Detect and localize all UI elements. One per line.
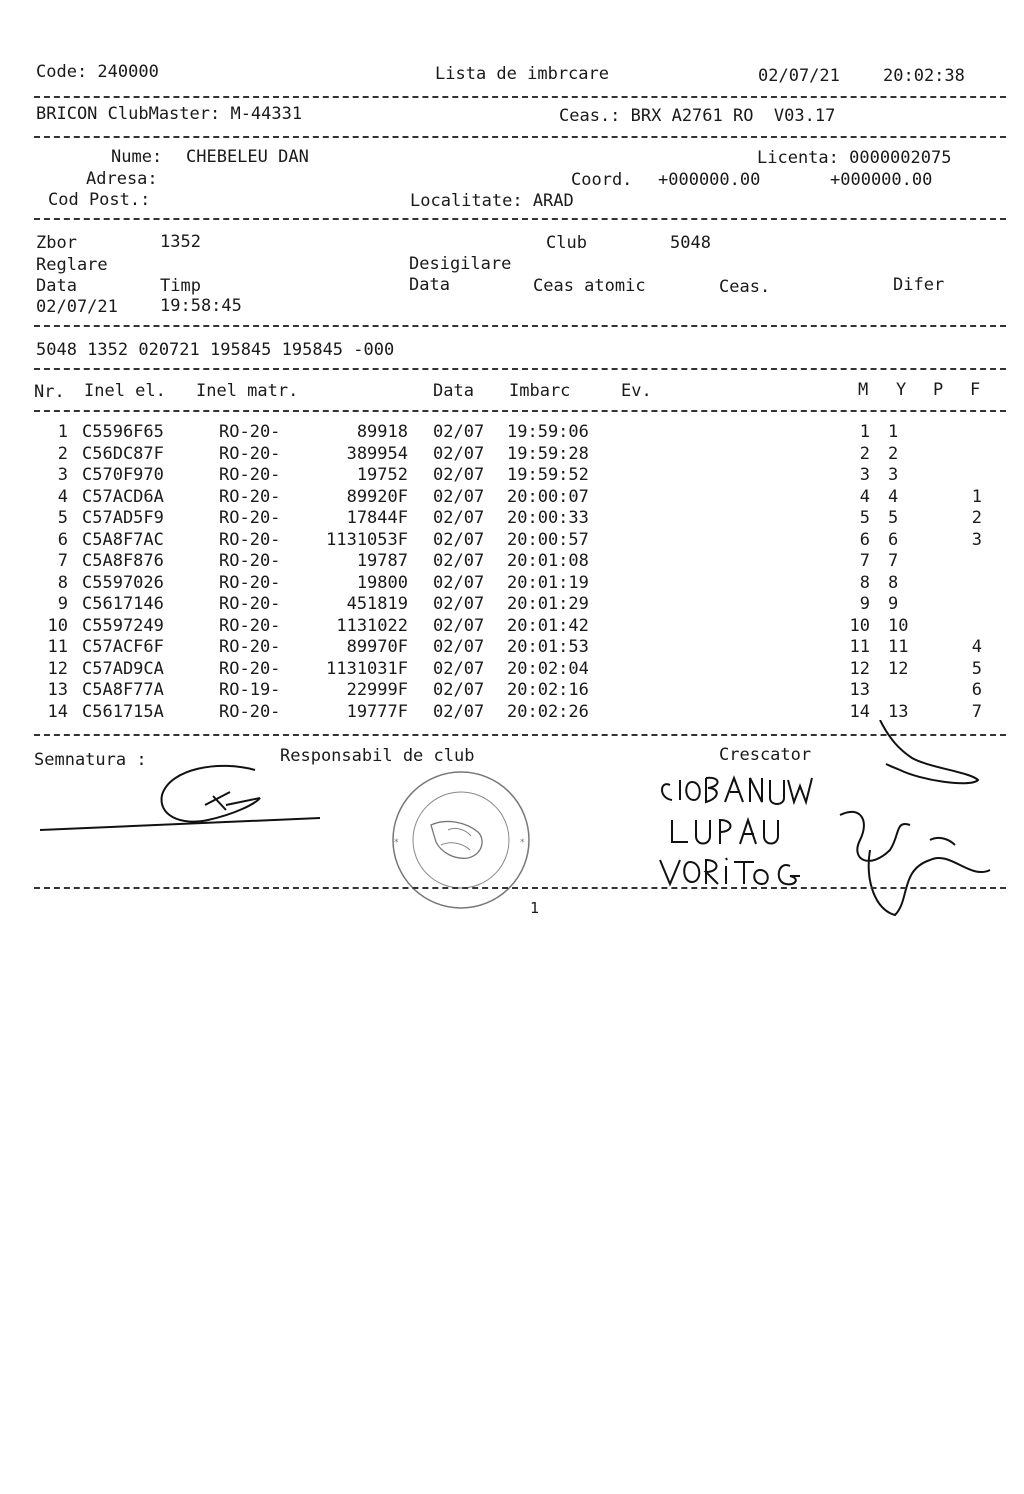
row-y: 5: [888, 508, 899, 528]
row-ring-number: 22999F: [346, 680, 408, 700]
row-date: 02/07: [433, 594, 485, 614]
row-nr: 12: [47, 659, 68, 679]
row-ring-number: 19800: [356, 573, 408, 593]
row-electronic-ring: C57ACF6F: [82, 637, 164, 657]
row-date: 02/07: [433, 637, 485, 657]
row-m: 6: [859, 530, 870, 550]
separator: [34, 218, 1006, 220]
row-ring-number: 19752: [356, 465, 408, 485]
row-y: 9: [888, 594, 899, 614]
row-nr: 10: [47, 616, 68, 636]
document-title: Lista de imbrcare: [435, 64, 609, 84]
col-ev: Ev.: [621, 381, 652, 401]
owner-name: CHEBELEU DAN: [186, 147, 309, 167]
row-ring-prefix: RO-20-: [219, 659, 281, 679]
col-data: Data: [433, 381, 474, 401]
row-date: 02/07: [433, 465, 485, 485]
club-responsible-label: Responsabil de club: [280, 746, 475, 766]
row-f: 4: [971, 637, 982, 657]
table-row: [0, 637, 1024, 658]
table-row: [0, 573, 1024, 594]
club-signature: [30, 760, 330, 840]
setting-date: 02/07/21: [36, 297, 118, 317]
row-boarding-time: 20:00:33: [507, 508, 589, 528]
row-ring-prefix: RO-20-: [219, 444, 281, 464]
row-boarding-time: 20:01:29: [507, 594, 589, 614]
separator: [34, 325, 1006, 327]
row-boarding-time: 20:02:16: [507, 680, 589, 700]
breeder-signatures: [650, 720, 1000, 920]
club-label: Club: [546, 233, 587, 253]
row-boarding-time: 19:59:52: [507, 465, 589, 485]
row-y: 12: [888, 659, 909, 679]
row-nr: 5: [57, 508, 68, 528]
row-boarding-time: 20:00:57: [507, 530, 589, 550]
document-code: Code: 240000: [36, 62, 159, 82]
row-ring-number: 19777F: [346, 702, 408, 722]
row-m: 13: [849, 680, 870, 700]
breeder-label: Crescator: [719, 745, 812, 765]
club-number: 5048: [670, 233, 711, 253]
row-ring-prefix: RO-20-: [219, 637, 281, 657]
col-inel-el: Inel el.: [84, 381, 166, 401]
row-ring-number: 19787: [356, 551, 408, 571]
row-nr: 6: [57, 530, 68, 550]
row-electronic-ring: C57AD5F9: [82, 508, 164, 528]
row-electronic-ring: C5596F65: [82, 422, 164, 442]
row-electronic-ring: C561715A: [82, 702, 164, 722]
table-row: [0, 530, 1024, 551]
separator: [34, 368, 1006, 370]
row-date: 02/07: [433, 680, 485, 700]
table-row: [0, 487, 1024, 508]
row-ring-number: 89920F: [346, 487, 408, 507]
separator: [34, 887, 1006, 889]
row-ring-number: 89970F: [346, 637, 408, 657]
row-y: 2: [888, 444, 899, 464]
row-nr: 13: [47, 680, 68, 700]
row-nr: 14: [47, 702, 68, 722]
row-electronic-ring: C5A8F876: [82, 551, 164, 571]
table-row: [0, 616, 1024, 637]
row-ring-prefix: RO-20-: [219, 616, 281, 636]
row-date: 02/07: [433, 508, 485, 528]
row-ring-prefix: RO-20-: [219, 487, 281, 507]
row-electronic-ring: C5597249: [82, 616, 164, 636]
print-time: 20:02:38: [883, 66, 965, 86]
flight-number: 1352: [160, 232, 201, 252]
row-m: 2: [859, 444, 870, 464]
address-label: Adresa:: [86, 169, 158, 189]
row-y: 1: [888, 422, 899, 442]
table-row: [0, 594, 1024, 615]
row-ring-prefix: RO-20-: [219, 422, 281, 442]
row-y: 4: [888, 487, 899, 507]
row-nr: 1: [57, 422, 68, 442]
desigilare-data-label: Data: [409, 275, 450, 295]
row-f: 2: [971, 508, 982, 528]
row-boarding-time: 20:01:53: [507, 637, 589, 657]
row-m: 11: [849, 637, 870, 657]
row-boarding-time: 20:02:04: [507, 659, 589, 679]
row-m: 14: [849, 702, 870, 722]
row-f: 7: [971, 702, 982, 722]
row-ring-prefix: RO-20-: [219, 530, 281, 550]
row-nr: 8: [57, 573, 68, 593]
col-f: F: [970, 380, 981, 400]
row-date: 02/07: [433, 702, 485, 722]
row-ring-prefix: RO-20-: [219, 573, 281, 593]
row-electronic-ring: C57ACD6A: [82, 487, 164, 507]
row-electronic-ring: C5617146: [82, 594, 164, 614]
table-row: [0, 551, 1024, 572]
table-row: [0, 680, 1024, 701]
row-y: 3: [888, 465, 899, 485]
row-electronic-ring: C570F970: [82, 465, 164, 485]
row-date: 02/07: [433, 616, 485, 636]
row-boarding-time: 19:59:28: [507, 444, 589, 464]
data-label: Data: [36, 276, 77, 296]
row-f: 3: [971, 530, 982, 550]
row-date: 02/07: [433, 487, 485, 507]
col-p: P: [933, 380, 944, 400]
row-ring-number: 451819: [346, 594, 408, 614]
row-y: 7: [888, 551, 899, 571]
row-m: 7: [859, 551, 870, 571]
row-m: 9: [859, 594, 870, 614]
timp-label: Timp: [160, 276, 201, 296]
row-m: 4: [859, 487, 870, 507]
row-boarding-time: 20:01:19: [507, 573, 589, 593]
row-ring-prefix: RO-20-: [219, 702, 281, 722]
row-electronic-ring: C5A8F7AC: [82, 530, 164, 550]
table-row: [0, 444, 1024, 465]
row-ring-prefix: RO-19-: [219, 680, 281, 700]
row-nr: 11: [47, 637, 68, 657]
row-y: 13: [888, 702, 909, 722]
col-m: M: [858, 380, 869, 400]
separator: [34, 410, 1006, 412]
postcode-label: Cod Post.:: [48, 190, 151, 210]
col-nr: Nr.: [34, 382, 65, 402]
row-nr: 7: [57, 551, 68, 571]
row-ring-prefix: RO-20-: [219, 508, 281, 528]
row-date: 02/07: [433, 422, 485, 442]
name-label: Nume:: [111, 147, 163, 167]
row-boarding-time: 19:59:06: [507, 422, 589, 442]
row-date: 02/07: [433, 573, 485, 593]
atomic-clock-label: Ceas atomic: [533, 276, 646, 296]
row-ring-number: 1131022: [336, 616, 408, 636]
row-ring-prefix: RO-20-: [219, 465, 281, 485]
row-ring-number: 89918: [356, 422, 408, 442]
desigilare-label: Desigilare: [409, 254, 512, 274]
row-m: 5: [859, 508, 870, 528]
separator: [34, 96, 1006, 98]
row-y: 6: [888, 530, 899, 550]
row-boarding-time: 20:00:07: [507, 487, 589, 507]
row-f: 1: [971, 487, 982, 507]
locality: Localitate: ARAD: [410, 191, 574, 211]
col-imbarc: Imbarc: [509, 381, 571, 401]
clubmaster-id: BRICON ClubMaster: M-44331: [36, 104, 303, 124]
row-nr: 9: [57, 594, 68, 614]
row-date: 02/07: [433, 530, 485, 550]
row-m: 10: [849, 616, 870, 636]
row-electronic-ring: C56DC87F: [82, 444, 164, 464]
row-m: 1: [859, 422, 870, 442]
code-line: 5048 1352 020721 195845 195845 -000: [36, 340, 395, 360]
row-nr: 4: [57, 487, 68, 507]
row-m: 12: [849, 659, 870, 679]
table-row: [0, 659, 1024, 680]
row-m: 3: [859, 465, 870, 485]
table-row: [0, 465, 1024, 486]
clock-id: Ceas.: BRX A2761 RO V03.17: [559, 106, 836, 126]
svg-text:*: *: [520, 838, 525, 848]
signature-label: Semnatura :: [34, 750, 147, 770]
row-electronic-ring: C57AD9CA: [82, 659, 164, 679]
row-date: 02/07: [433, 444, 485, 464]
table-row: [0, 422, 1024, 443]
table-row: [0, 508, 1024, 529]
row-ring-number: 17844F: [346, 508, 408, 528]
coord-y: +000000.00: [830, 170, 933, 190]
row-m: 8: [859, 573, 870, 593]
clock-label: Ceas.: [719, 277, 771, 297]
license-number: Licenta: 0000002075: [757, 148, 952, 168]
row-ring-number: 1131031F: [326, 659, 408, 679]
row-ring-prefix: RO-20-: [219, 551, 281, 571]
coord-label: Coord.: [571, 170, 633, 190]
row-ring-prefix: RO-20-: [219, 594, 281, 614]
row-f: 6: [971, 680, 982, 700]
row-nr: 2: [57, 444, 68, 464]
row-electronic-ring: C5597026: [82, 573, 164, 593]
row-nr: 3: [57, 465, 68, 485]
print-date: 02/07/21: [758, 66, 840, 86]
club-stamp-icon: [386, 770, 536, 915]
row-ring-number: 389954: [346, 444, 408, 464]
coord-x: +000000.00: [658, 170, 761, 190]
setting-time: 19:58:45: [160, 296, 242, 316]
row-y: 8: [888, 573, 899, 593]
row-ring-number: 1131053F: [326, 530, 408, 550]
separator: [34, 136, 1006, 138]
row-f: 5: [971, 659, 982, 679]
row-date: 02/07: [433, 659, 485, 679]
row-date: 02/07: [433, 551, 485, 571]
svg-text:*: *: [394, 838, 399, 848]
reglare-label: Reglare: [36, 255, 108, 275]
col-inel-matr: Inel matr.: [196, 381, 299, 401]
flight-label: Zbor: [36, 233, 77, 253]
row-y: 10: [888, 616, 909, 636]
row-y: 11: [888, 637, 909, 657]
col-y: Y: [896, 380, 907, 400]
row-boarding-time: 20:01:42: [507, 616, 589, 636]
row-electronic-ring: C5A8F77A: [82, 680, 164, 700]
page-number: 1: [530, 899, 540, 917]
row-boarding-time: 20:02:26: [507, 702, 589, 722]
difference-label: Difer: [893, 275, 945, 295]
row-boarding-time: 20:01:08: [507, 551, 589, 571]
